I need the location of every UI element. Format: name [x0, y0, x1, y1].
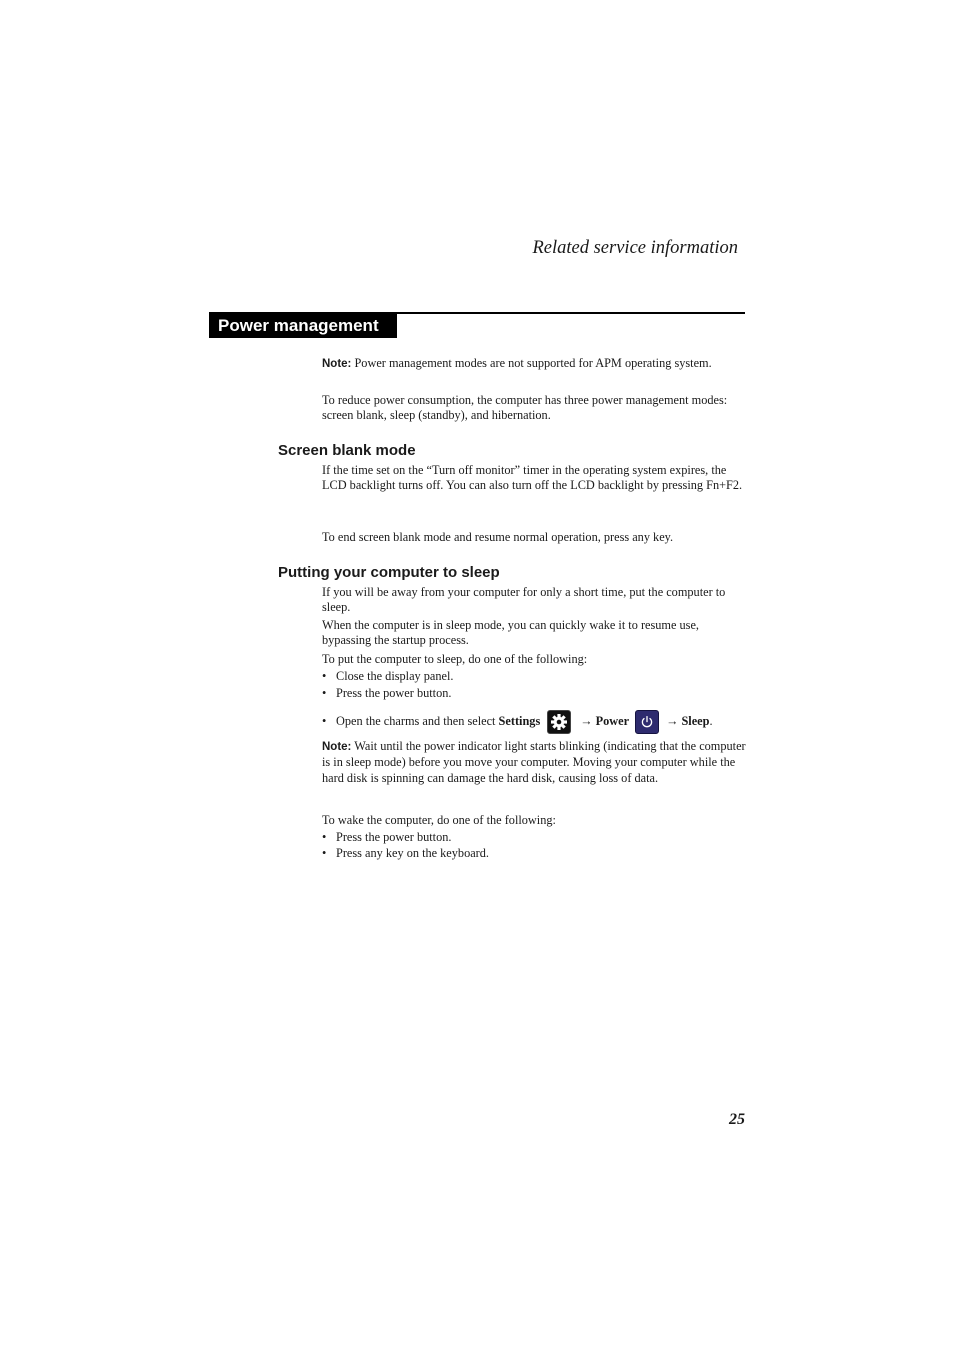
note-text: Power management modes are not supported for APM operating system.	[351, 356, 712, 370]
bullet-dot: •	[322, 669, 327, 683]
list-item-text: Close the display panel.	[336, 669, 454, 683]
list-item	[322, 830, 748, 845]
list-item-text: Press any key on the keyboard.	[336, 846, 489, 860]
gear-icon	[547, 710, 571, 734]
sleep-paragraph-2: When the computer is in sleep mode, you can quickly wake it to resume use, bypassing the startup process.	[322, 618, 700, 648]
note-label: Note:	[322, 741, 352, 753]
settings-label: Settings	[498, 714, 541, 729]
sleep-paragraph-1: If you will be away from your computer for only a short time, put the computer to sleep.	[322, 585, 726, 615]
intro-paragraph: To reduce power consumption, the computer has three power management modes: screen blank, sleep (standby), and hibernation.	[322, 393, 728, 423]
screen-blank-heading: Screen blank mode	[278, 442, 416, 459]
bullet-dot: •	[322, 846, 327, 860]
charms-end: .	[709, 714, 713, 729]
note-text: Wait until the power indicator light starts blinking (indicating that the computer is in sleep mode) before you move your computer. Moving your computer while the hard disk is spinning can damage the hard disk, causing loss of data.	[322, 739, 746, 785]
wake-intro: To wake the computer, do one of the following:	[322, 813, 556, 827]
running-header: Related service information	[532, 238, 738, 258]
note-apm	[322, 356, 748, 372]
section-title: Power management	[209, 314, 397, 338]
list-item	[322, 846, 748, 861]
screen-blank-paragraph-1: If the time set on the “Turn off monitor” timer in the operating system expires, the LCD backlight turns off. You can also turn off the LCD backlight by pressing Fn+F2.	[322, 463, 743, 493]
list-item-text: Press the power button.	[336, 686, 452, 700]
bullet-dot: •	[322, 714, 327, 729]
list-item	[322, 686, 748, 701]
note-label: Note:	[322, 358, 352, 370]
power-label: Power	[595, 714, 630, 729]
arrow-2: →	[666, 714, 682, 729]
list-item	[322, 669, 748, 684]
power-icon	[635, 710, 659, 734]
note-sleep	[322, 739, 748, 786]
sleep-heading: Putting your computer to sleep	[278, 564, 500, 581]
charms-prefix: Open the charms and then select	[336, 714, 499, 729]
screen-blank-paragraph-2: To end screen blank mode and resume normal operation, press any key.	[322, 530, 674, 544]
arrow-1: →	[580, 714, 596, 729]
page-number: 25	[729, 1111, 745, 1128]
sleep-label: Sleep	[681, 714, 710, 729]
list-item-text: Press the power button.	[336, 830, 452, 844]
bullet-dot: •	[322, 686, 327, 700]
list-item-charms	[322, 710, 748, 734]
sleep-paragraph-3: To put the computer to sleep, do one of the following:	[322, 652, 588, 666]
bullet-dot: •	[322, 830, 327, 844]
